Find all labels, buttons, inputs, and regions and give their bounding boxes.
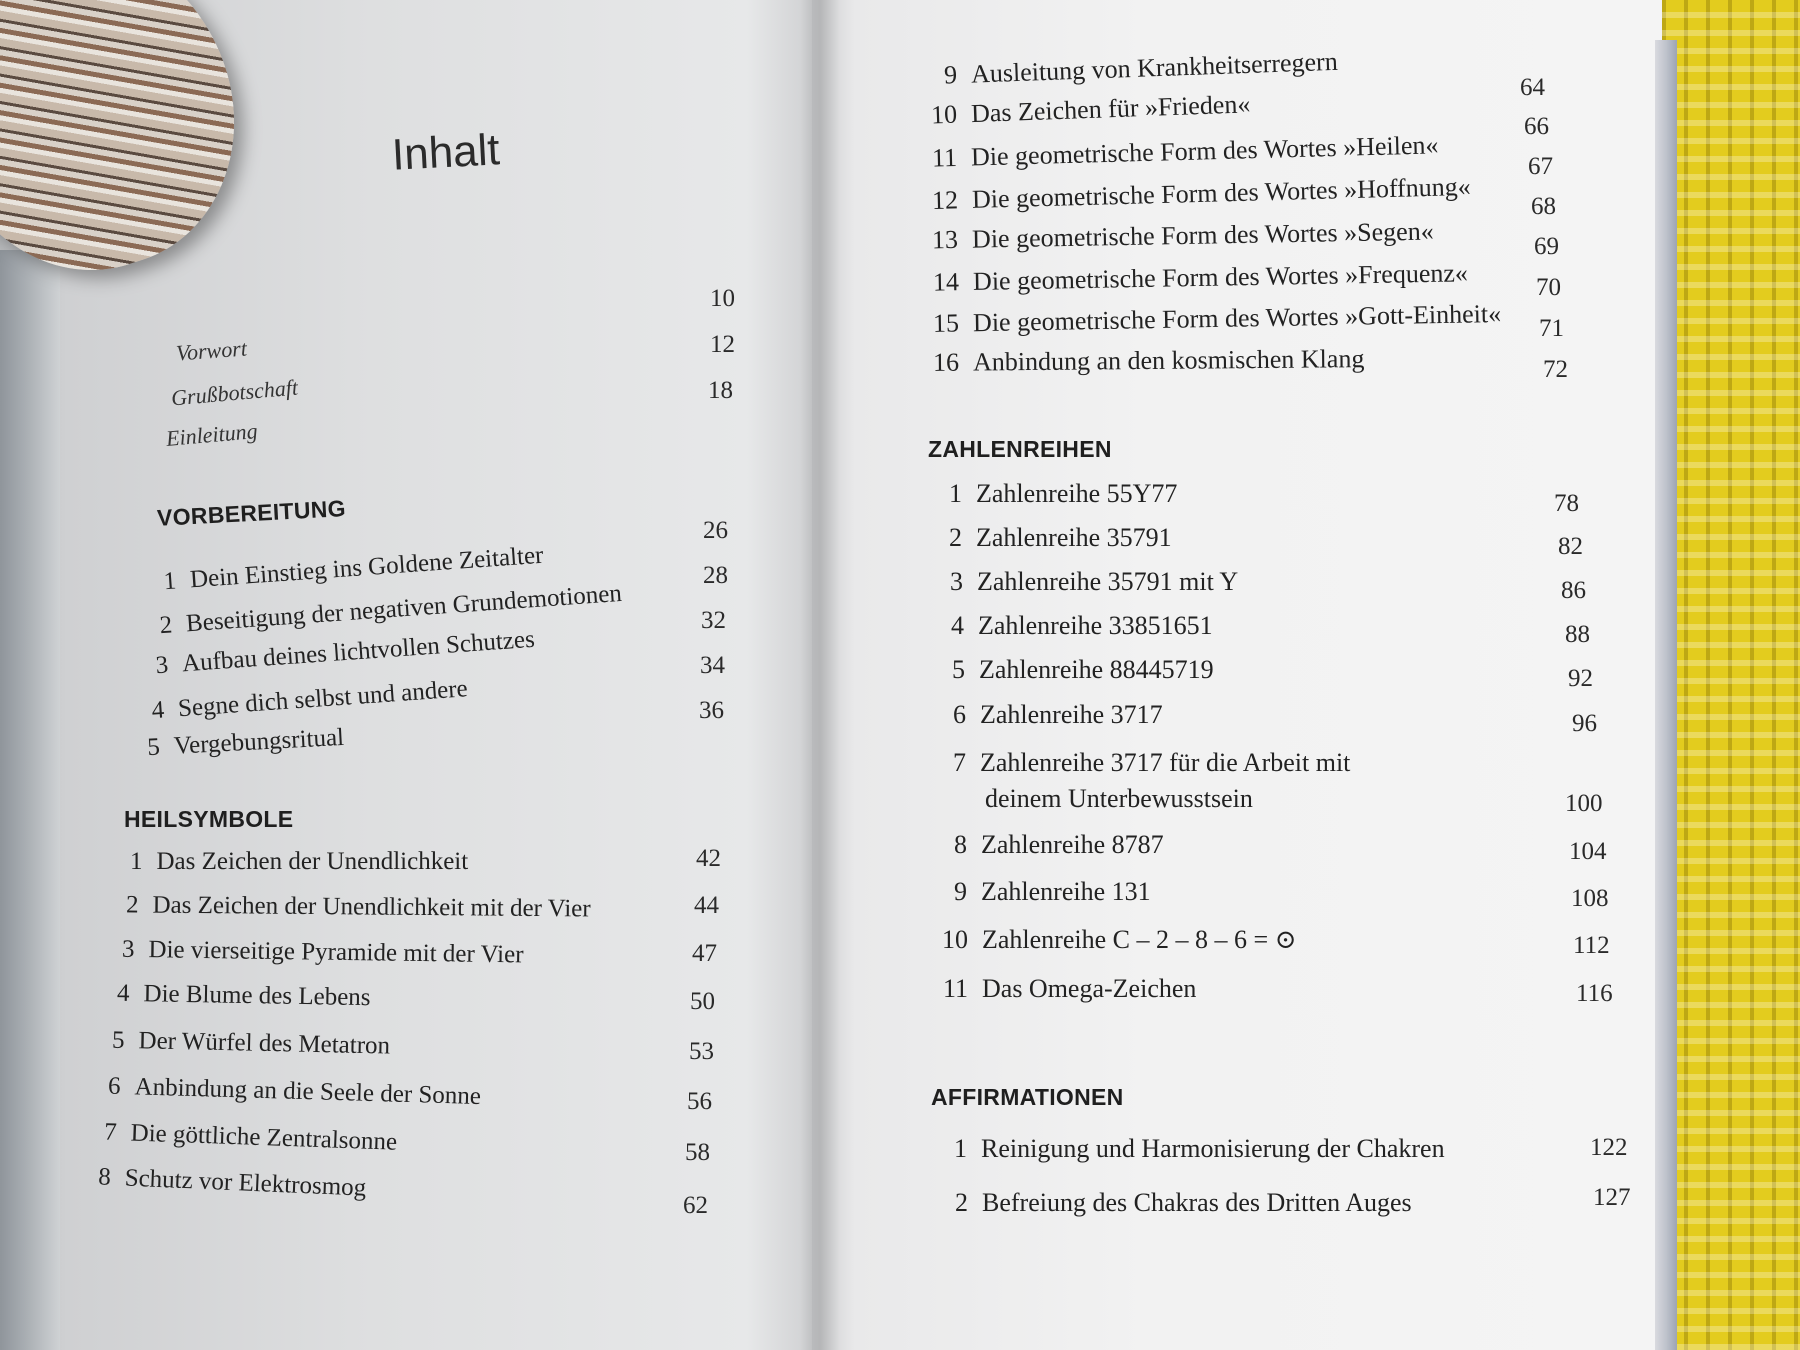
entry-text: Die geometrische Form des Wortes »Frequenz« (972, 258, 1469, 296)
entry-number: 15 (932, 308, 960, 338)
toc-entry (930, 974, 1196, 1004)
entry-number: 1 (130, 848, 143, 875)
entry-text: Zahlenreihe 55Y77 (976, 479, 1178, 508)
toc-entry (930, 925, 1296, 955)
entry-page: 68 (1531, 193, 1556, 220)
entry-text: Schutz vor Elektrosmog (124, 1164, 367, 1202)
entry-text: Ausleitung von Krankheitserregern (970, 46, 1339, 89)
entry-page: 100 (1565, 790, 1603, 817)
entry-number: 2 (955, 1188, 968, 1217)
entry-number: 13 (931, 224, 959, 255)
entry-number: 4 (150, 696, 166, 725)
entry-text: Vergebungsritual (173, 723, 345, 760)
toc-entry (130, 848, 730, 876)
entry-page: 88 (1565, 621, 1590, 648)
toc-entry (941, 655, 1214, 685)
entry-page: 58 (685, 1139, 710, 1166)
entry-page: 71 (1539, 315, 1564, 342)
entry-number: 5 (111, 1026, 125, 1054)
entry-number: 4 (951, 611, 964, 640)
entry-text: Anbindung an die Seele der Sonne (134, 1073, 482, 1111)
entry-page: 26 (703, 517, 728, 544)
front-matter-einleitung: Einleitung (165, 418, 259, 451)
entry-text: Das Zeichen der Unendlichkeit mit der Vier (152, 891, 591, 923)
front-page-number: 10 (710, 285, 735, 312)
entry-page: 92 (1568, 665, 1593, 692)
entry-text: Zahlenreihe 35791 mit Y (977, 567, 1239, 596)
entry-text: Zahlenreihe 35791 (976, 523, 1172, 552)
toc-entry (943, 830, 1164, 860)
entry-number: 11 (942, 974, 968, 1003)
entry-text: Das Omega-Zeichen (982, 974, 1197, 1003)
entry-text: Die geometrische Form des Wortes »Heilen« (970, 130, 1439, 172)
toc-entry (939, 567, 1238, 597)
entry-text: Segne dich selbst und andere (177, 675, 469, 723)
entry-text: Zahlenreihe 131 (981, 877, 1151, 906)
right-page-stack (1655, 40, 1677, 1350)
section-heading: ZAHLENREIHEN (928, 436, 1112, 462)
entry-number: 6 (107, 1072, 122, 1100)
entry-text: Zahlenreihe 33851651 (978, 611, 1213, 640)
entry-page: 67 (1528, 153, 1553, 180)
entry-text: Zahlenreihe 8787 (981, 830, 1164, 859)
entry-text: Der Würfel des Metatron (138, 1027, 391, 1060)
section-heading: VORBEREITUNG (156, 495, 347, 531)
entry-page: 127 (1593, 1184, 1631, 1211)
toc-title: Inhalt (390, 125, 501, 180)
section-heading: AFFIRMATIONEN (931, 1084, 1124, 1110)
entry-text: Das Zeichen für »Frieden« (970, 89, 1251, 129)
entry-number: 5 (952, 655, 965, 684)
toc-entry (942, 700, 1163, 730)
entry-page: 36 (699, 697, 724, 724)
entry-page: 44 (694, 892, 719, 919)
entry-page: 47 (692, 940, 717, 967)
entry-number: 7 (103, 1118, 118, 1146)
entry-number: 3 (154, 651, 170, 680)
entry-text: Anbindung an den kosmischen Klang (972, 344, 1365, 377)
toc-entry (126, 891, 726, 924)
entry-number: 8 (97, 1163, 112, 1191)
entry-text: Zahlenreihe C – 2 – 8 – 6 = ⊙ (982, 925, 1297, 954)
entry-number: 16 (932, 347, 960, 377)
entry-page: 72 (1543, 356, 1568, 383)
entry-text: Dein Einstieg ins Goldene Zeitalter (189, 541, 545, 594)
entry-text: deinem Unterbewusstsein (985, 784, 1253, 813)
entry-page: 104 (1569, 838, 1607, 865)
entry-text: Die geometrische Form des Wortes »Hoffnung« (971, 171, 1472, 214)
toc-entry (927, 344, 1365, 378)
entry-number: 7 (953, 748, 966, 777)
entry-number: 5 (146, 733, 161, 762)
entry-text: Befreiung des Chakras des Dritten Auges (982, 1188, 1412, 1217)
entry-text: Die Blume des Lebens (143, 980, 371, 1012)
toc-entry (943, 1134, 1445, 1164)
entry-number: 10 (942, 925, 968, 954)
entry-page: 86 (1561, 577, 1586, 604)
entry-number: 4 (116, 979, 130, 1007)
entry-page: 112 (1573, 932, 1610, 959)
entry-number: 12 (931, 185, 959, 215)
entry-text: Die vierseitige Pyramide mit der Vier (148, 936, 524, 969)
entry-number: 2 (949, 523, 962, 552)
toc-entry (942, 748, 1350, 778)
entry-page: 70 (1536, 274, 1561, 301)
entry-page: 108 (1571, 885, 1609, 912)
entry-page: 34 (700, 652, 725, 679)
toc-entry-continuation (985, 784, 1253, 814)
entry-number: 2 (125, 891, 139, 919)
entry-page: 64 (1520, 74, 1545, 101)
entry-number: 6 (953, 700, 966, 729)
entry-text: Das Zeichen der Unendlichkeit (156, 848, 469, 875)
entry-page: 56 (687, 1088, 712, 1115)
entry-number: 9 (954, 877, 967, 906)
entry-text: Aufbau deines lichtvollen Schutzes (181, 625, 536, 678)
entry-text: Die geometrische Form des Wortes »Gott-Einheit« (972, 298, 1502, 338)
entry-page: 78 (1554, 490, 1579, 517)
left-page-edge (0, 250, 60, 1350)
toc-entry (938, 523, 1172, 553)
entry-page: 122 (1590, 1134, 1628, 1161)
entry-text: Zahlenreihe 3717 für die Arbeit mit (980, 748, 1351, 777)
entry-page: 62 (683, 1192, 708, 1219)
entry-page: 28 (703, 562, 728, 589)
entry-number: 9 (943, 60, 958, 90)
entry-page: 66 (1524, 113, 1549, 140)
toc-entry (940, 611, 1213, 641)
entry-page: 69 (1534, 233, 1559, 260)
entry-page: 42 (696, 845, 721, 872)
toc-entry (943, 877, 1151, 907)
entry-text: Beseitigung der negativen Grundemotionen (185, 579, 623, 638)
front-page-number: 12 (710, 331, 735, 358)
book-gutter (800, 0, 840, 1350)
entry-page: 82 (1558, 533, 1583, 560)
entry-number: 3 (950, 567, 963, 596)
entry-number: 1 (954, 1134, 967, 1163)
toc-entry (944, 1188, 1412, 1218)
entry-number: 1 (162, 567, 178, 596)
front-page-number: 18 (708, 377, 733, 404)
entry-number: 2 (158, 611, 174, 640)
entry-text: Die geometrische Form des Wortes »Segen« (971, 216, 1434, 254)
toc-entry (938, 479, 1177, 509)
entry-number: 10 (930, 99, 958, 130)
entry-page: 50 (690, 988, 715, 1015)
front-matter-vorwort: Vorwort (175, 335, 248, 366)
entry-number: 8 (954, 830, 967, 859)
section-heading: HEILSYMBOLE (124, 806, 294, 832)
entry-page: 53 (689, 1038, 714, 1065)
entry-page: 96 (1572, 710, 1597, 737)
entry-number: 3 (121, 935, 135, 963)
entry-page: 32 (701, 607, 726, 634)
entry-text: Zahlenreihe 3717 (980, 700, 1163, 729)
entry-text: Die göttliche Zentralsonne (130, 1119, 398, 1156)
entry-number: 1 (949, 479, 962, 508)
front-matter-grussbotschaft: Grußbotschaft (170, 374, 299, 411)
entry-page: 116 (1576, 980, 1613, 1007)
entry-text: Zahlenreihe 88445719 (979, 655, 1214, 684)
entry-text: Reinigung und Harmonisierung der Chakren (981, 1134, 1445, 1163)
entry-number: 11 (931, 142, 958, 173)
entry-number: 14 (932, 267, 960, 297)
